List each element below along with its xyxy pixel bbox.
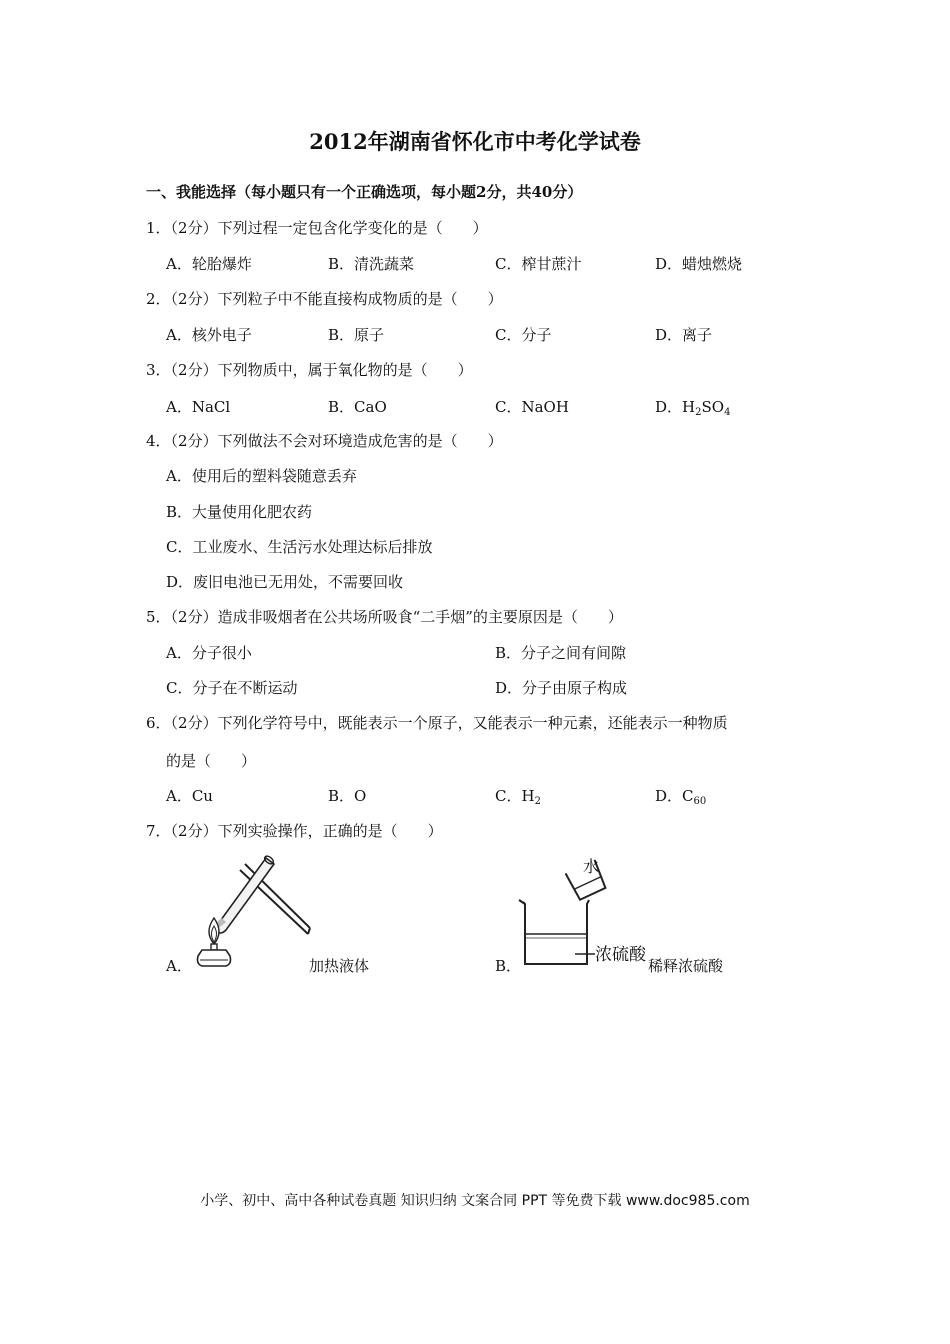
page-title: 2012年湖南省怀化市中考化学试卷 <box>309 129 641 154</box>
figure-b-label: 稀释浓硫酸 <box>648 957 724 975</box>
question-7 <box>146 820 443 841</box>
heating-liquid-figure <box>190 852 315 972</box>
option-a: A．NaCl <box>166 398 231 416</box>
question-stem: （2分）下列实验操作，正确的是（ ） <box>170 822 443 840</box>
question-number: 1． <box>146 219 171 237</box>
option-a: A．使用后的塑料袋随意丢弃 <box>166 467 357 485</box>
option-d: D．分子由原子构成 <box>495 679 628 697</box>
option-a: A． <box>166 957 192 975</box>
option-d: D．$C_{60}$ <box>655 787 707 807</box>
question-number: 7． <box>146 822 171 840</box>
footer-text: 小学、初中、高中各种试卷真题 知识归纳 文案合同 PPT 等免费下载 www.doc985.com <box>200 1193 750 1209</box>
option-d: D．废旧电池已无用处，不需要回收 <box>166 573 404 591</box>
option-d: D．$H_2SO_4$ <box>655 398 731 418</box>
question-stem: （2分）下列过程一定包含化学变化的是（ ） <box>170 219 488 237</box>
option-b: B． <box>495 957 522 975</box>
question-number: 2． <box>146 290 171 308</box>
figure-label-water: 水 <box>583 857 600 876</box>
option-c: C．NaOH <box>495 398 569 416</box>
question-number: 6． <box>146 714 171 732</box>
option-c: C．分子 <box>495 326 552 344</box>
question-stem: （2分）下列物质中，属于氧化物的是（ ） <box>170 361 473 379</box>
option-a: A．Cu <box>166 787 213 805</box>
option-c: C．工业废水、生活污水处理达标后排放 <box>166 538 433 556</box>
option-a: A．轮胎爆炸 <box>166 255 252 273</box>
question-5 <box>146 606 623 627</box>
option-b: B．O <box>328 787 367 805</box>
question-stem: （2分）下列化学符号中，既能表示一个原子，又能表示一种元素，还能表示一种物质 <box>170 714 728 732</box>
option-b: B．清洗蔬菜 <box>328 255 415 273</box>
dilute-acid-figure <box>515 852 655 972</box>
option-c: C．榨甘蔗汁 <box>495 255 582 273</box>
option-d: D．离子 <box>655 326 713 344</box>
question-stem: （2分）下列粒子中不能直接构成物质的是（ ） <box>170 290 503 308</box>
option-a: A．分子很小 <box>166 644 252 662</box>
question-6-stem-continued: 的是（ ） <box>166 752 257 770</box>
figure-a-label: 加热液体 <box>309 957 370 975</box>
figure-label-acid: 浓硫酸 <box>595 945 646 965</box>
option-c: C．分子在不断运动 <box>166 679 298 697</box>
option-c: C．$H_2$ <box>495 787 541 807</box>
question-2 <box>146 288 503 309</box>
question-stem: （2分）造成非吸烟者在公共场所吸食“二手烟”的主要原因是（ ） <box>170 608 623 626</box>
question-3 <box>146 359 473 380</box>
option-a: A．核外电子 <box>166 326 252 344</box>
option-b: B．分子之间有间隙 <box>495 644 627 662</box>
question-stem: （2分）下列做法不会对环境造成危害的是（ ） <box>170 432 503 450</box>
question-4 <box>146 430 503 451</box>
question-number: 3． <box>146 361 171 379</box>
question-number: 5． <box>146 608 171 626</box>
option-d: D．蜡烛燃烧 <box>655 255 743 273</box>
option-b: B．大量使用化肥农药 <box>166 503 313 521</box>
section-heading: 一、我能选择（每小题只有一个正确选项，每小题2分，共40分） <box>146 183 583 201</box>
question-1 <box>146 217 488 238</box>
question-number: 4． <box>146 432 171 450</box>
option-b: B．CaO <box>328 398 387 416</box>
question-6 <box>146 712 728 733</box>
option-b: B．原子 <box>328 326 385 344</box>
